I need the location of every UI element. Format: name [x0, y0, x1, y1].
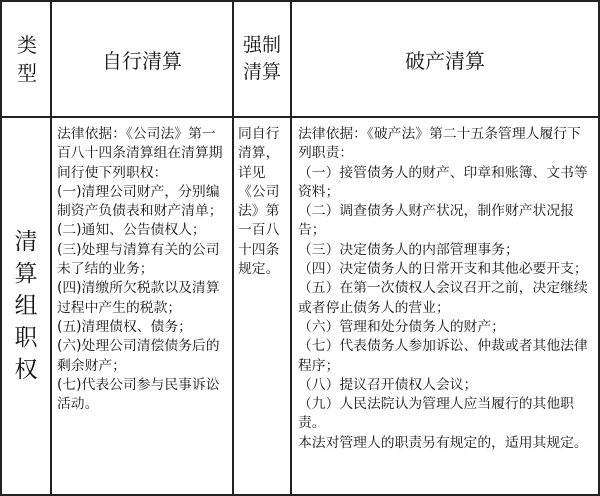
- bankruptcy-line: （一）接管债务人的财产、印章和账簿、文书等资料；: [298, 164, 588, 200]
- bankruptcy-line: （六）管理和处分债务人的财产；: [298, 318, 505, 335]
- header-compulsory: [234, 2, 290, 116]
- compulsory-content: [238, 125, 288, 279]
- bankruptcy-line: （五）在第一次债权人会议召开之前，决定继续或者停止债务人的营业；: [298, 280, 588, 316]
- header-bankruptcy: [292, 2, 598, 116]
- row-label-text: 清算组职权: [14, 229, 38, 383]
- voluntary-line: 法律依据：《公司法》第一百八十四条清算组在清算期间行使下列职权：: [57, 126, 223, 181]
- bankruptcy-line: （三）决定债务人的内部管理事务；: [298, 241, 519, 258]
- compulsory-text: 同自行清算，详见《公司法》第一百八十四条规定。: [238, 126, 280, 278]
- header-type-label: 类型: [17, 33, 37, 85]
- bankruptcy-line: 本法对管理人的职责另有规定的，适用其规定。: [298, 434, 588, 451]
- bankruptcy-line: （八）提议召开债权人会议；: [298, 376, 478, 393]
- bankruptcy-line: （九）人民法院认为管理人应当履行的其他职责。: [298, 396, 574, 432]
- header-voluntary: [52, 2, 232, 116]
- bankruptcy-line: （四）决定债务人的日常开支和其他必要开支；: [298, 261, 588, 278]
- header-bankruptcy-label: 破产清算: [405, 48, 485, 73]
- voluntary-line: (二)通知、公告债权人；: [57, 222, 206, 239]
- header-compulsory-label: 强制清算: [242, 34, 281, 83]
- row-label: [2, 118, 50, 494]
- bankruptcy-line: 法律依据：《破产法》第二十五条管理人履行下列职责：: [298, 126, 581, 162]
- divider: [0, 116, 600, 118]
- voluntary-line: (六)处理公司清偿债务后的剩余财产；: [57, 338, 220, 374]
- voluntary-line: (四)清缴所欠税款以及清算过程中产生的税款；: [57, 280, 220, 316]
- header-voluntary-label: 自行清算: [102, 48, 182, 73]
- bankruptcy-line: （七）代表债务人参加诉讼、仲裁或者其他法律程序；: [298, 338, 588, 374]
- bankruptcy-line: （二）调查债务人财产状况，制作财产状况报告；: [298, 203, 574, 239]
- voluntary-line: (一)清理公司财产，分别编制资产负债表和财产清单；: [57, 183, 223, 220]
- voluntary-line: (三)处理与清算有关的公司未了结的业务；: [57, 241, 220, 278]
- voluntary-content: [57, 125, 229, 414]
- voluntary-line: (七)代表公司参与民事诉讼活动。: [57, 376, 220, 413]
- bankruptcy-content: [298, 125, 592, 453]
- header-type: [12, 2, 42, 116]
- voluntary-line: (五)清理债权、债务；: [57, 318, 192, 335]
